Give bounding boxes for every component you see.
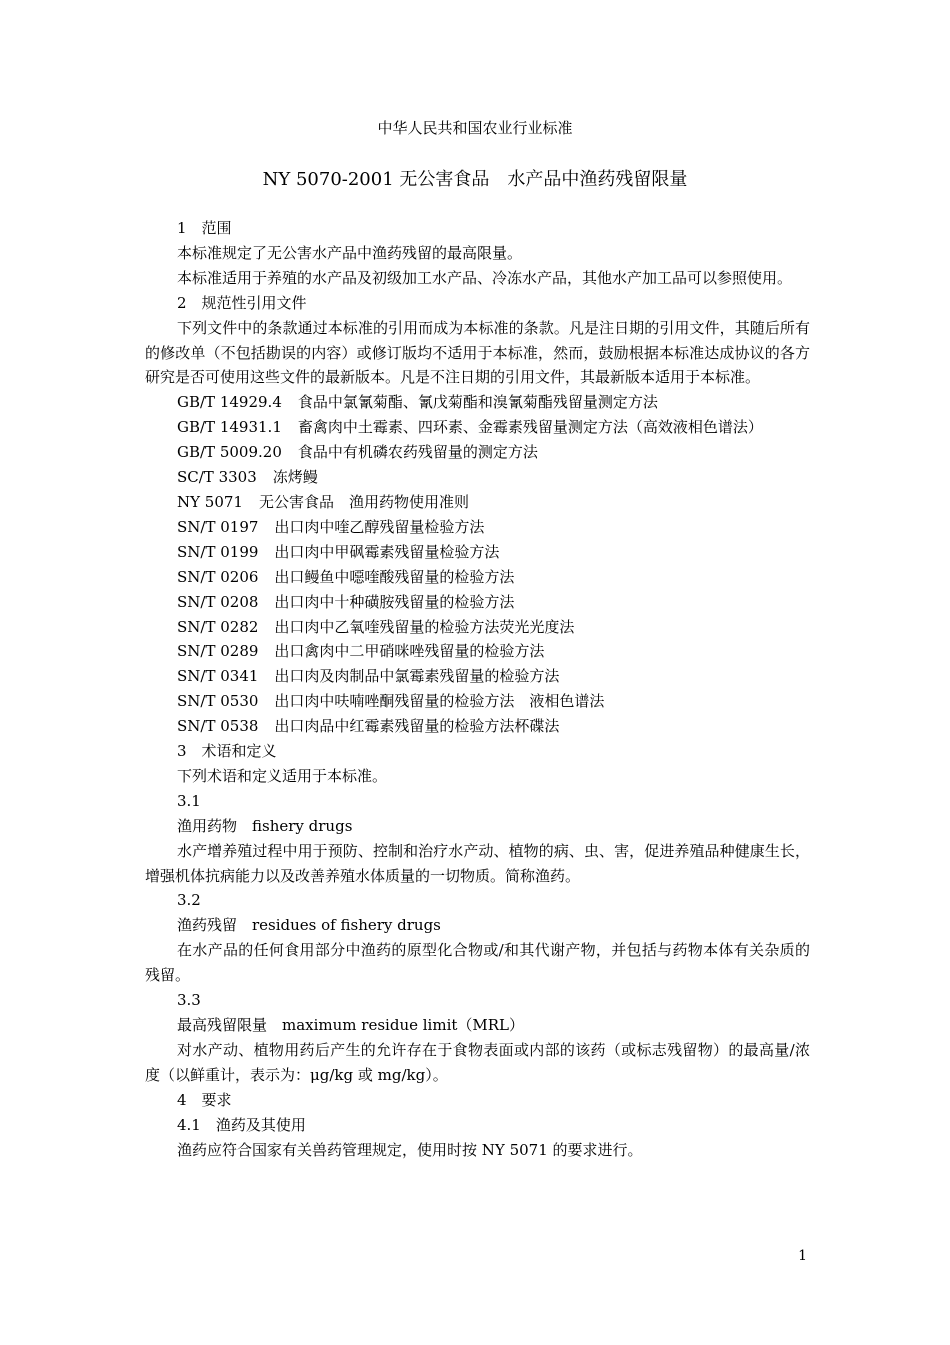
reference-title: 畜禽肉中土霉素、四环素、金霉素残留量测定方法（高效液相色谱法） <box>297 418 763 437</box>
reference-item <box>145 664 810 689</box>
reference-item <box>145 590 810 615</box>
paragraph: 本标准适用于养殖的水产品及初级加工水产品、冷冻水产品，其他水产加工品可以参照使用。 <box>177 268 793 287</box>
page-number: 1 <box>798 1248 807 1264</box>
reference-code: SN/T 0197 <box>177 517 259 536</box>
paragraph: 渔药应符合国家有关兽药管理规定，使用时按 NY 5071 的要求进行。 <box>177 1140 643 1159</box>
reference-title: 出口肉品中红霉素残留量的检验方法杯碟法 <box>274 717 560 736</box>
reference-title: 出口禽肉中二甲硝咪唑残留量的检验方法 <box>274 642 545 661</box>
reference-title: 无公害食品 渔用药物使用准则 <box>258 492 469 511</box>
subsection-heading: 4.1 渔药及其使用 <box>177 1115 306 1134</box>
reference-code: SN/T 0206 <box>177 567 259 586</box>
reference-item <box>145 390 810 415</box>
reference-code: SN/T 0538 <box>177 717 259 736</box>
term-number: 3.3 <box>177 991 201 1010</box>
reference-title: 出口肉及肉制品中氯霉素残留量的检验方法 <box>274 667 560 686</box>
reference-title: 出口肉中呋喃唑酮残留量的检验方法 液相色谱法 <box>274 692 605 711</box>
reference-title: 出口鳗鱼中噁喹酸残留量的检验方法 <box>274 567 515 586</box>
section-3-heading: 3 术语和定义 <box>177 742 277 761</box>
reference-code: SN/T 0341 <box>177 667 259 686</box>
reference-item <box>145 415 810 440</box>
reference-code: GB/T 14931.1 <box>177 418 282 437</box>
reference-code: GB/T 14929.4 <box>177 393 282 412</box>
reference-code: SN/T 0530 <box>177 692 259 711</box>
document-body <box>145 216 810 1162</box>
reference-item <box>145 689 810 714</box>
reference-code: NY 5071 <box>177 492 243 511</box>
reference-item <box>145 515 810 540</box>
standard-category-header: 中华人民共和国农业行业标准 <box>377 119 573 137</box>
term-name: 最高残留限量 maximum residue limit（MRL） <box>177 1016 525 1034</box>
term-definition: 对水产动、植物用药后产生的允许存在于食物表面或内部的该药（或标志残留物）的最高量/浓度（以鲜重计，表示为：μg/kg 或 mg/kg）。 <box>145 1040 810 1084</box>
paragraph: 本标准规定了无公害水产品中渔药残留的最高限量。 <box>177 243 523 262</box>
term-name: 渔用药物 fishery drugs <box>177 816 353 835</box>
paragraph: 下列文件中的条款通过本标准的引用而成为本标准的条款。凡是注日期的引用文件，其随后所有的修改单（不包括勘误的内容）或修订版均不适用于本标准，然而，鼓励根据本标准达成协议的各方研究是否可使用这些文件的最新版本。凡是不注日期的引用文件，其最新版本适用于本标准。 <box>145 318 810 387</box>
reference-item <box>145 714 810 739</box>
reference-item <box>145 490 810 515</box>
reference-title: 出口肉中甲砜霉素残留量检验方法 <box>274 542 500 561</box>
reference-code: SN/T 0289 <box>177 642 259 661</box>
term-name: 渔药残留 residues of fishery drugs <box>177 916 441 935</box>
reference-title: 食品中氯氰菊酯、氰戊菊酯和溴氰菊酯残留量测定方法 <box>297 393 658 412</box>
reference-list <box>145 390 810 739</box>
reference-code: GB/T 5009.20 <box>177 443 282 462</box>
reference-code: SN/T 0199 <box>177 542 259 561</box>
reference-code: SN/T 0208 <box>177 592 259 611</box>
paragraph: 下列术语和定义适用于本标准。 <box>177 766 388 785</box>
reference-item <box>145 465 810 490</box>
reference-item <box>145 615 810 640</box>
section-1-heading: 1 范围 <box>177 219 232 237</box>
section-4-heading: 4 要求 <box>177 1090 232 1109</box>
term-definition: 水产增养殖过程中用于预防、控制和治疗水产动、植物的病、虫、害，促进养殖品种健康生长，增强机体抗病能力以及改善养殖水体质量的一切物质。简称渔药。 <box>145 841 810 885</box>
section-2-heading: 2 规范性引用文件 <box>177 293 307 312</box>
reference-title: 出口肉中乙氧喹残留量的检验方法荧光光度法 <box>274 617 575 636</box>
term-number: 3.1 <box>177 791 201 810</box>
reference-title: 食品中有机磷农药残留量的测定方法 <box>297 443 538 462</box>
reference-title: 出口肉中十种磺胺残留量的检验方法 <box>274 592 515 611</box>
reference-title: 冻烤鳗 <box>272 468 318 487</box>
reference-item <box>145 540 810 565</box>
reference-item <box>145 565 810 590</box>
document-title: NY 5070-2001 无公害食品 水产品中渔药残留限量 <box>262 169 688 190</box>
reference-item <box>145 639 810 664</box>
reference-code: SN/T 0282 <box>177 617 259 636</box>
term-definition: 在水产品的任何食用部分中渔药的原型化合物或/和其代谢产物，并包括与药物本体有关杂质的残留。 <box>145 941 810 985</box>
reference-title: 出口肉中喹乙醇残留量检验方法 <box>274 517 485 536</box>
reference-code: SC/T 3303 <box>177 468 257 487</box>
term-number: 3.2 <box>177 891 201 910</box>
reference-item <box>145 440 810 465</box>
